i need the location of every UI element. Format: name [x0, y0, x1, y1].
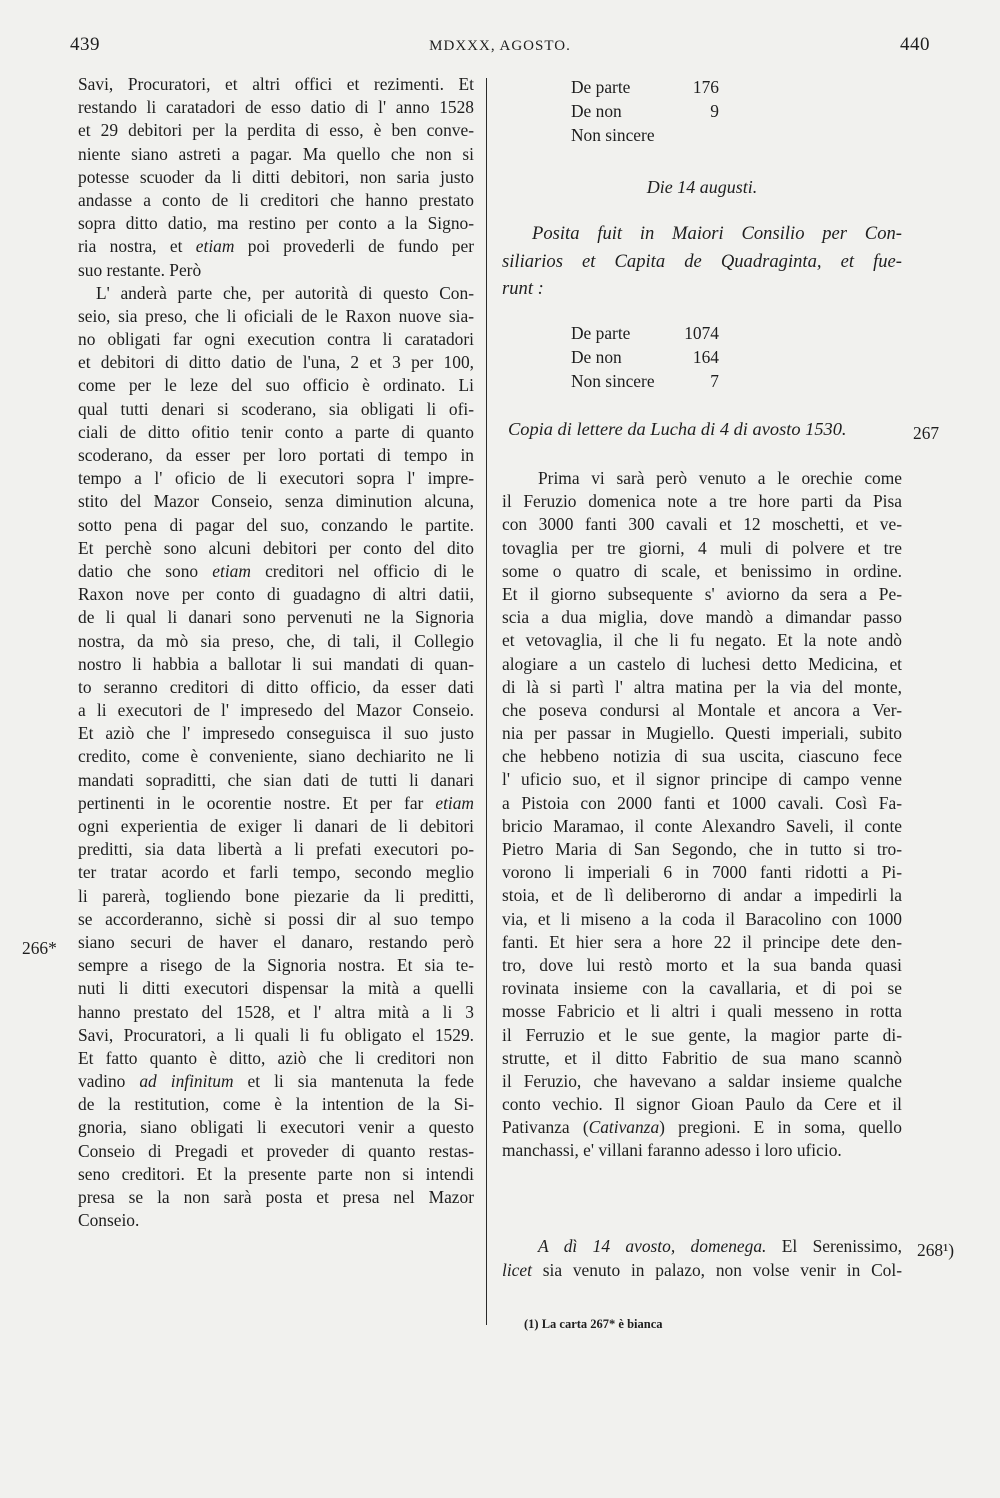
- vote-label: De parte: [571, 323, 631, 343]
- text-line: hanno prestato del 1528, et l' altra mità a li 3: [78, 1001, 474, 1022]
- column-divider: [486, 78, 487, 1325]
- text-line: seno creditori. Et la presente parte non si intendi: [78, 1163, 474, 1184]
- text-line: gnoria, siano obligati li executori venir a questo: [78, 1117, 474, 1138]
- text-line: via, et li miseno a la coda il Baracolino con 1000: [502, 908, 902, 929]
- vote-label: Non sincere: [571, 125, 655, 145]
- text-line: ciali de ditto ofitio tenir conto a parte di quanto: [78, 421, 474, 442]
- text-line: Pietro Maria di San Segondo, che in tutto si tro-: [502, 839, 902, 859]
- text-line: ogni experientia de exiger li danari de li debitori: [78, 816, 474, 836]
- text-line: to seranno creditori di ditto officio, da esser dati: [78, 676, 474, 697]
- vote-row: [571, 123, 719, 147]
- vote-tally-2: [571, 321, 719, 393]
- text-line: A dì 14 avosto, domenega. El Serenissimo,: [538, 1236, 902, 1256]
- text-line: andasse a conto de li creditori che hanno prestato: [78, 189, 474, 210]
- text-line: runt :: [502, 278, 544, 299]
- text-line: mosse Fabricio et li altri i quali messeno in rotta: [502, 1001, 902, 1022]
- right-page-number: 440: [900, 34, 930, 55]
- vote-count: 7: [710, 371, 719, 391]
- text-line: come per le leze del suo officio è ordinato. Li: [78, 375, 474, 396]
- text-line: Posita fuit in Maiori Consilio per Con-: [532, 223, 902, 244]
- text-line: L' anderà parte che, per autorità di questo Con-: [96, 282, 474, 303]
- text-line: il Ferruzio et le sue gente, la magior parte di-: [502, 1024, 902, 1045]
- margin-folio-268: 268¹): [917, 1240, 955, 1260]
- text-line: licet sia venuto in palazo, non volse venir in Col-: [502, 1260, 902, 1280]
- vote-row: [571, 369, 719, 393]
- vote-tally-1: [571, 75, 719, 147]
- vote-count: 176: [692, 77, 719, 97]
- text-line: presa se la non sarà posta et presa nel Mazor: [78, 1187, 474, 1207]
- text-line: sopra ditto datio, ma restino per conto a la Signo-: [78, 213, 474, 234]
- text-line: rovinata insieme con la cavallaria, et di poi se: [502, 978, 902, 999]
- text-line: et vetovaglia, il che li fu negato. Et la note andò: [502, 630, 902, 651]
- text-line: potesse scuoder da li ditti debitori, non saria justo: [78, 166, 474, 187]
- text-line: et debitori di ditto datio de l'una, 2 et 3 per 100,: [78, 352, 474, 373]
- text-line: tempo a l' oficio de li executori sopra l' impre-: [78, 468, 474, 489]
- text-line: tovaglia per tre giorni, 4 muli di polvere et tre: [502, 537, 902, 558]
- text-line: a li executori de l' impresedo del Mazor Conseio.: [78, 700, 474, 721]
- text-line: stoia, et de lì deliberorno di andar a impedirli la: [502, 885, 902, 906]
- text-line: vorono li imperiali 6 in 7000 fanti ridotti a Pi-: [502, 862, 902, 883]
- text-line: Conseio di Pregadi et proveder di quanto restas-: [78, 1140, 474, 1161]
- text-line: seio, sia preso, che li oficiali de le Raxon nuove sia-: [78, 305, 474, 326]
- text-line: conto vechio. Il signor Gioan Paulo da Cere et il: [502, 1094, 902, 1115]
- text-line: nia per passar in Mugiello. Questi imperiali, subito: [502, 723, 902, 744]
- vote-count: [679, 123, 719, 147]
- text-line: nuti li ditti executori dispensar la mità a quelli: [78, 978, 474, 999]
- vote-label: De non: [571, 347, 622, 367]
- text-line: siano securi de haver el danaro, restando però: [78, 931, 474, 952]
- text-line: sotto pena di pagar del suo, conzando le partite.: [78, 514, 474, 535]
- vote-row: [571, 99, 719, 123]
- text-line: tro, dove lui restò morto et la sua banda quasi: [502, 954, 902, 975]
- text-line: Pativanza (Cativanza) pregioni. E in soma, quello: [502, 1117, 902, 1138]
- text-line: suo restante. Però: [78, 259, 202, 280]
- motion-title: [502, 220, 902, 303]
- text-line: che poseva condursi al Montale et ancora a Ver-: [502, 699, 902, 720]
- text-line: niente siano astreti a pagar. Ma quello che non si: [78, 143, 474, 164]
- vote-row: [571, 345, 719, 369]
- text-line: ter tratar acordo et farli tempo, secondo meglio: [78, 862, 474, 883]
- text-line: siliarios et Capita de Quadraginta, et fue-: [502, 250, 902, 272]
- text-line: Et perchè sono alcuni debitori per conto del dito: [78, 537, 474, 558]
- text-line: che hebbeno notizia di sua uscita, ciascuno fece: [502, 746, 902, 767]
- left-column-text: [78, 73, 474, 1232]
- vote-label: Non sincere: [571, 371, 655, 391]
- vote-row: [571, 75, 719, 99]
- text-line: de li qual li danari sono pervenuti ne la Signoria: [78, 607, 474, 628]
- footnote: (1) La carta 267* è bianca: [524, 1317, 663, 1331]
- letter-title: Copia di lettere da Lucha di 4 di avosto 1530.: [508, 419, 847, 439]
- text-line: restando li caratadori de esso datio di l' anno 1528: [78, 97, 474, 118]
- text-line: se accorderanno, sichè si possi dir al suo tempo: [78, 908, 474, 929]
- text-line: et 29 debitori per la perdita di esso, è ben conve-: [78, 120, 474, 141]
- final-paragraph: [502, 1234, 902, 1282]
- text-line: il Feruzio domenica note a tre hore parti da Pisa: [502, 491, 902, 512]
- text-line: Et fatto quanto è ditto, aziò che li creditori non: [78, 1047, 474, 1068]
- text-line: sempre a risego de la Signoria nostra. Et sia te-: [78, 955, 474, 976]
- text-line: mandati sopraditti, che sian dati de tutti li danari: [78, 769, 474, 790]
- text-line: a Pistoia con 2000 fanti et 1000 cavali. Così Fa-: [502, 792, 902, 813]
- text-line: Prima vi sarà però venuto a le orechie come: [538, 468, 902, 488]
- text-line: ria nostra, et etiam poi provederli de fundo per: [78, 236, 474, 257]
- text-line: Raxon nove per conto di guadagno di altri datii,: [78, 584, 474, 605]
- text-line: Et aziò che l' impresedo conseguisca il suo justo: [78, 723, 474, 744]
- text-line: datio che sono etiam creditori nel officio di le: [78, 560, 474, 581]
- text-line: con 3000 fanti 300 cavali et 12 moschetti, et ve-: [502, 514, 902, 535]
- text-line: scoderano, da esser per loro portati di tempo in: [78, 445, 474, 465]
- text-line: qual tutti denari si scoderano, sia obligati li ofi-: [78, 398, 474, 419]
- text-line: il Feruzio, che havevano a saldar insieme qualche: [502, 1070, 902, 1091]
- text-line: Savi, Procuratori, a li quali li fu obligato el 1529.: [78, 1024, 474, 1045]
- text-line: no obligati far ogni execution contra li caratadori: [78, 329, 474, 350]
- left-page-number: 439: [70, 34, 100, 55]
- vote-label: De non: [571, 101, 622, 121]
- vote-count: 1074: [684, 323, 719, 343]
- letter-body: [502, 467, 902, 1163]
- text-line: alogiare a un castelo di luchesi detto Medicina, et: [502, 653, 902, 674]
- text-line: li parerà, togliendo bone piezarie da li preditti,: [78, 885, 474, 906]
- text-line: pertinenti in le ocorentie nostre. Et per far etiam: [78, 792, 474, 813]
- text-line: nostra, da mò sia preso, che, di tali, il Collegio: [78, 630, 474, 651]
- text-line: scia a dua miglia, dove mandò a dimandar passo: [502, 607, 902, 628]
- vote-count: 164: [692, 347, 719, 367]
- text-line: di là si partì l' altra matina per la via del monte,: [502, 676, 902, 697]
- text-line: vadino ad infinitum et li sia mantenuta la fede: [78, 1071, 474, 1092]
- text-line: strutte, et il ditto Fabritio de sua mano scannò: [502, 1047, 902, 1068]
- text-line: Conseio.: [78, 1210, 140, 1231]
- text-line: stito del Mazor Conseio, senza diminution alcuna,: [78, 491, 474, 512]
- margin-folio-267: 267: [913, 423, 940, 443]
- text-line: nostro li habbia a ballotar li sui mandati di quan-: [78, 653, 474, 674]
- date-heading: Die 14 augusti.: [646, 177, 758, 197]
- text-line: some o quatro di scale, et benissimo in ordine.: [502, 560, 902, 581]
- text-line: credito, come è conveniente, siano dechiarito ne li: [78, 746, 474, 767]
- running-title: MDXXX, AGOSTO.: [429, 38, 571, 54]
- text-line: Et il giorno subsequente s' aviorno da sera a Pe-: [502, 583, 902, 604]
- text-line: de la restitution, come è la intention de la Si-: [78, 1094, 474, 1115]
- text-line: Savi, Procuratori, et altri offici et rezimenti. Et: [78, 74, 474, 94]
- vote-label: De parte: [571, 77, 631, 97]
- vote-row: [571, 321, 719, 345]
- text-line: fanti. Et hier sera a hore 22 il principe dete den-: [502, 931, 902, 952]
- text-line: bricio Maramao, il conte Alexandro Saveli, il conte: [502, 815, 902, 836]
- margin-folio-266: 266*: [22, 938, 57, 958]
- text-line: l' uficio suo, et il signor principe di campo venne: [502, 769, 902, 790]
- text-line: preditti, sia data libertà a li prefati executori po-: [78, 839, 474, 860]
- text-line: manchassi, e' villani faranno adesso i loro uficio.: [502, 1140, 842, 1161]
- vote-count: 9: [710, 101, 719, 121]
